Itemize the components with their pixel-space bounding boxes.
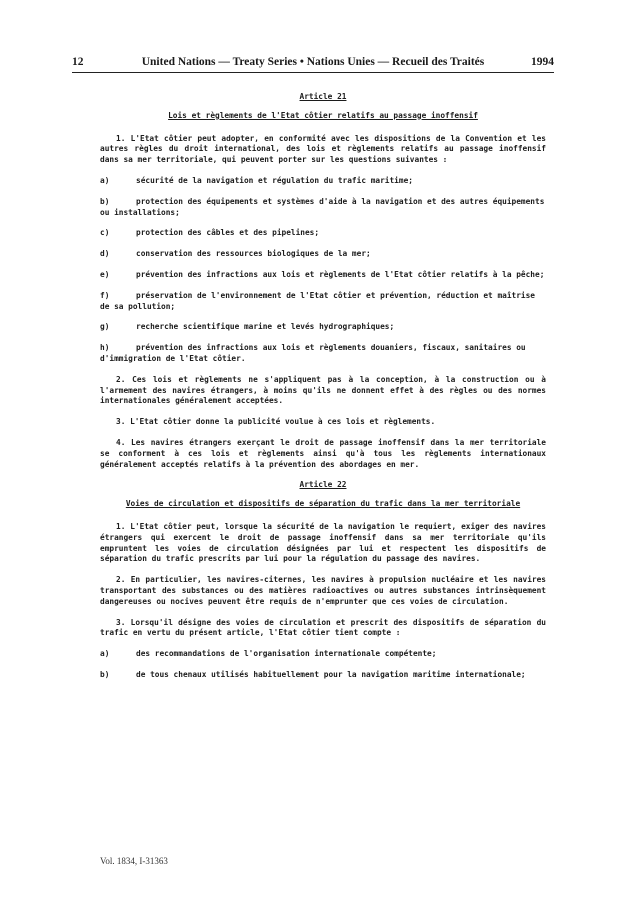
item-text: protection des équipements et systèmes d'aide à la navigation et des autres équipements ou installations;	[100, 196, 545, 217]
article-21-item-b	[100, 197, 546, 219]
article-21-item-e	[100, 270, 546, 281]
series-title: United Nations — Treaty Series • Nations Unies — Recueil des Traités	[141, 56, 485, 68]
article-21-para-4: 4. Les navires étrangers exerçant le droit de passage inoffensif dans la mer territoriale se conforment à ces lois et règlements ainsi qu'à tous les règlements internationaux généralement acceptés relatifs à la prévention des abordages en mer.	[100, 437, 546, 469]
article-21-item-c	[100, 228, 546, 239]
article-21-para-1: 1. L'Etat côtier peut adopter, en conformité avec les dispositions de la Convention et les autres règles du droit international, des lois et règlements relatifs au passage inoffensif dans sa mer territoriale, qui peuvent porter sur les questions suivantes :	[100, 133, 546, 165]
item-text: prévention des infractions aux lois et règlements de l'Etat côtier relatifs à la pêche;	[136, 269, 545, 279]
article-21-item-d	[100, 249, 546, 260]
item-text: conservation des ressources biologiques de la mer;	[136, 249, 371, 259]
article-21-para-3: 3. L'Etat côtier donne la publicité voulue à ces lois et règlements.	[116, 417, 436, 427]
item-label: a)	[100, 175, 110, 185]
item-text: préservation de l'environnement de l'Etat côtier et prévention, réduction et maîtrise de sa pollution;	[100, 290, 536, 311]
item-label: h)	[100, 343, 110, 353]
item-text: des recommandations de l'organisation internationale compétente;	[136, 649, 437, 659]
item-label: b)	[100, 196, 110, 206]
article-21-item-h	[100, 343, 546, 365]
item-label: b)	[100, 669, 110, 679]
article-22-item-b	[100, 670, 546, 681]
article-21-heading: Article 21	[299, 92, 347, 101]
article-22-para-1: 1. L'Etat côtier peut, lorsque la sécurité de la navigation le requiert, exiger des navires étrangers qui exercent le droit de passage inoffensif dans sa mer territoriale qu'ils empruntent les voies de circulation désignées par lui et respectent les dispositifs de séparation du trafic prescrits par lui pour la régulation du passage des navires.	[100, 521, 546, 564]
item-text: recherche scientifique marine et levés hydrographiques;	[136, 322, 395, 332]
article-21-para-2: 2. Ces lois et règlements ne s'appliquent pas à la conception, à la construction ou à l'armement des navires étrangers, à moins qu'ils ne donnent effet à des règles ou des normes internationales généralement acceptées.	[100, 374, 546, 406]
item-label: d)	[100, 249, 110, 259]
article-22-heading: Article 22	[299, 480, 347, 490]
item-text: prévention des infractions aux lois et règlements douaniers, fiscaux, sanitaires ou d'immigration de l'Etat côtier.	[100, 343, 526, 363]
page-number: 12	[72, 56, 84, 68]
item-label: g)	[100, 322, 110, 332]
header-year: 1994	[531, 56, 554, 68]
article-22-para-3: 3. Lorsqu'il désigne des voies de circulation et prescrit des dispositifs de séparation du trafic en vertu du présent article, l'Etat côtier tient compte :	[100, 617, 546, 638]
article-21-title: Lois et règlements de l'Etat côtier relatifs au passage inoffensif	[168, 110, 478, 120]
article-22-item-a	[100, 649, 546, 660]
item-text: de tous chenaux utilisés habituellement pour la navigation maritime internationale;	[136, 669, 526, 679]
article-21-item-f	[100, 291, 546, 313]
item-text: sécurité de la navigation et régulation du trafic maritime;	[136, 175, 413, 185]
article-21-item-a	[100, 176, 546, 187]
item-text: protection des câbles et des pipelines;	[136, 228, 320, 238]
item-label: c)	[100, 228, 110, 238]
item-label: f)	[100, 290, 110, 300]
article-21-item-g	[100, 322, 546, 333]
item-label: e)	[100, 269, 110, 279]
article-22-para-2: 2. En particulier, les navires-citernes, les navires à propulsion nucléaire et les navires transportant des substances ou des matières radioactives ou autres substances intrinsèquement dangereuses ou nocives peuvent être requis de n'emprunter que ces voies de circulation.	[100, 575, 546, 606]
item-label: a)	[100, 649, 110, 659]
header-rule	[72, 72, 554, 73]
article-22-title: Voies de circulation et dispositifs de séparation du trafic dans la mer territoriale	[125, 499, 521, 509]
document-body	[100, 92, 546, 691]
volume-reference: Vol. 1834, I-31363	[100, 856, 168, 866]
